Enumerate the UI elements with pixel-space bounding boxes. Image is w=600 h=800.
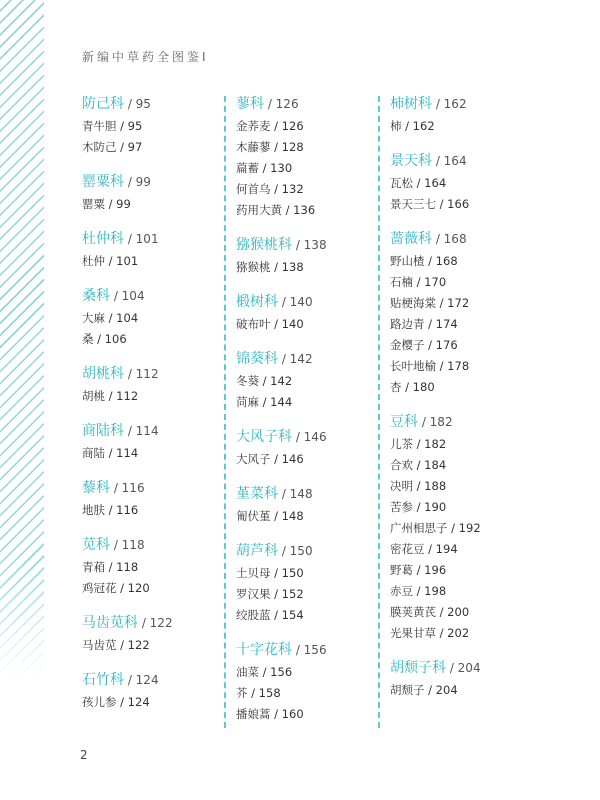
family-name: 胡桃科 bbox=[82, 366, 124, 382]
book-title-header: 新编中草药全图鉴Ⅰ bbox=[82, 50, 209, 64]
herb-entry[interactable]: 合欢 / 184 bbox=[390, 458, 447, 472]
family-group bbox=[82, 362, 222, 407]
herb-entry[interactable]: 赤豆 / 198 bbox=[390, 584, 447, 598]
family-group bbox=[82, 227, 222, 272]
family-heading[interactable] bbox=[236, 482, 376, 504]
family-name: 锦葵科 bbox=[236, 351, 278, 367]
family-page-ref: / 95 bbox=[124, 97, 151, 111]
family-page-ref: / 142 bbox=[278, 352, 313, 366]
herb-entry[interactable]: 野葛 / 196 bbox=[390, 563, 447, 577]
column-divider bbox=[224, 96, 226, 728]
herb-entry[interactable]: 木防己 / 97 bbox=[82, 140, 143, 154]
family-group bbox=[82, 668, 222, 713]
family-name: 商陆科 bbox=[82, 423, 124, 439]
family-page-ref: / 156 bbox=[292, 643, 327, 657]
family-page-ref: / 116 bbox=[110, 481, 145, 495]
family-name: 蔷薇科 bbox=[390, 231, 432, 247]
family-name: 蓼科 bbox=[236, 96, 264, 112]
herb-entry[interactable]: 密花豆 / 194 bbox=[390, 542, 458, 556]
family-heading[interactable] bbox=[236, 539, 376, 561]
herb-entry[interactable]: 柿 / 162 bbox=[390, 119, 435, 133]
family-heading[interactable] bbox=[390, 410, 530, 432]
family-group bbox=[82, 611, 222, 656]
family-heading[interactable] bbox=[82, 611, 222, 633]
family-page-ref: / 104 bbox=[110, 289, 145, 303]
family-name: 葫芦科 bbox=[236, 543, 278, 559]
herb-entry[interactable]: 野山楂 / 168 bbox=[390, 254, 458, 268]
family-name: 豆科 bbox=[390, 414, 418, 430]
herb-entry[interactable]: 贴梗海棠 / 172 bbox=[390, 296, 470, 310]
family-heading[interactable] bbox=[82, 476, 222, 498]
herb-entry[interactable]: 土贝母 / 150 bbox=[236, 566, 304, 580]
herb-entry[interactable]: 冬葵 / 142 bbox=[236, 374, 293, 388]
herb-entry[interactable]: 绞股蓝 / 154 bbox=[236, 608, 304, 622]
family-page-ref: / 118 bbox=[110, 538, 145, 552]
herb-entry[interactable]: 青葙 / 118 bbox=[82, 560, 139, 574]
herb-entry[interactable]: 孩儿参 / 124 bbox=[82, 695, 150, 709]
family-name: 景天科 bbox=[390, 153, 432, 169]
family-page-ref: / 99 bbox=[124, 175, 151, 189]
family-name: 十字花科 bbox=[236, 642, 292, 658]
family-name: 大风子科 bbox=[236, 429, 292, 445]
family-page-ref: / 114 bbox=[124, 424, 159, 438]
family-heading[interactable] bbox=[236, 425, 376, 447]
herb-entry[interactable]: 地肤 / 116 bbox=[82, 503, 139, 517]
herb-entry[interactable]: 青牛胆 / 95 bbox=[82, 119, 143, 133]
family-group bbox=[236, 638, 376, 725]
family-group bbox=[82, 284, 222, 350]
family-group bbox=[390, 92, 530, 137]
family-group bbox=[236, 539, 376, 626]
family-name: 柿树科 bbox=[390, 96, 432, 112]
family-heading[interactable] bbox=[236, 638, 376, 660]
herb-entry[interactable]: 杜仲 / 101 bbox=[82, 254, 139, 268]
herb-entry[interactable]: 大麻 / 104 bbox=[82, 311, 139, 325]
herb-entry[interactable]: 罂粟 / 99 bbox=[82, 197, 131, 211]
page-number: 2 bbox=[80, 748, 88, 762]
herb-entry[interactable]: 金荞麦 / 126 bbox=[236, 119, 304, 133]
family-group bbox=[236, 233, 376, 278]
herb-entry[interactable]: 萹蓄 / 130 bbox=[236, 161, 293, 175]
family-group bbox=[390, 656, 530, 701]
herb-entry[interactable]: 苦参 / 190 bbox=[390, 500, 447, 514]
herb-entry[interactable]: 儿茶 / 182 bbox=[390, 437, 447, 451]
family-heading[interactable] bbox=[236, 347, 376, 369]
herb-entry[interactable]: 杏 / 180 bbox=[390, 380, 435, 394]
family-name: 椴树科 bbox=[236, 294, 278, 310]
family-page-ref: / 112 bbox=[124, 367, 159, 381]
herb-entry[interactable]: 猕猴桃 / 138 bbox=[236, 260, 304, 274]
family-heading[interactable] bbox=[82, 227, 222, 249]
herb-entry[interactable]: 景天三七 / 166 bbox=[390, 197, 470, 211]
family-group bbox=[82, 476, 222, 521]
herb-entry[interactable]: 大风子 / 146 bbox=[236, 452, 304, 466]
herb-entry[interactable]: 路边青 / 174 bbox=[390, 317, 458, 331]
family-heading[interactable] bbox=[82, 92, 222, 114]
family-name: 防己科 bbox=[82, 96, 124, 112]
herb-entry[interactable]: 匍伏堇 / 148 bbox=[236, 509, 304, 523]
family-heading[interactable] bbox=[390, 149, 530, 171]
decorative-stripes bbox=[0, 0, 44, 680]
family-page-ref: / 162 bbox=[432, 97, 467, 111]
family-group bbox=[390, 227, 530, 398]
family-heading[interactable] bbox=[390, 92, 530, 114]
family-name: 藜科 bbox=[82, 480, 110, 496]
family-page-ref: / 182 bbox=[418, 415, 453, 429]
herb-entry[interactable]: 膜荚黄芪 / 200 bbox=[390, 605, 470, 619]
herb-entry[interactable]: 油菜 / 156 bbox=[236, 665, 293, 679]
family-group bbox=[82, 533, 222, 599]
herb-entry[interactable]: 胡颓子 / 204 bbox=[390, 683, 458, 697]
family-page-ref: / 138 bbox=[292, 238, 327, 252]
herb-entry[interactable]: 药用大黄 / 136 bbox=[236, 203, 316, 217]
family-heading[interactable] bbox=[236, 92, 376, 114]
index-column-1 bbox=[82, 92, 222, 725]
herb-entry[interactable]: 瓦松 / 164 bbox=[390, 176, 447, 190]
herb-entry[interactable]: 桑 / 106 bbox=[82, 332, 127, 346]
family-group bbox=[82, 419, 222, 464]
herb-entry[interactable]: 罗汉果 / 152 bbox=[236, 587, 304, 601]
family-name: 苋科 bbox=[82, 537, 110, 553]
herb-entry[interactable]: 长叶地榆 / 178 bbox=[390, 359, 470, 373]
family-heading[interactable] bbox=[390, 227, 530, 249]
family-page-ref: / 168 bbox=[432, 232, 467, 246]
herb-entry[interactable]: 播娘蒿 / 160 bbox=[236, 707, 304, 721]
family-name: 石竹科 bbox=[82, 672, 124, 688]
herb-entry[interactable]: 破布叶 / 140 bbox=[236, 317, 304, 331]
family-group bbox=[82, 92, 222, 158]
family-heading[interactable] bbox=[236, 290, 376, 312]
family-group bbox=[236, 92, 376, 221]
column-divider bbox=[378, 96, 380, 728]
herb-entry[interactable]: 商陆 / 114 bbox=[82, 446, 139, 460]
family-heading[interactable] bbox=[390, 656, 530, 678]
herb-entry[interactable]: 芥 / 158 bbox=[236, 686, 281, 700]
family-heading[interactable] bbox=[82, 533, 222, 555]
herb-entry[interactable]: 广州相思子 / 192 bbox=[390, 521, 481, 535]
herb-entry[interactable]: 木藤蓼 / 128 bbox=[236, 140, 304, 154]
family-name: 马齿苋科 bbox=[82, 615, 138, 631]
family-heading[interactable] bbox=[82, 284, 222, 306]
family-page-ref: / 164 bbox=[432, 154, 467, 168]
herb-entry[interactable]: 石楠 / 170 bbox=[390, 275, 447, 289]
herb-entry[interactable]: 胡桃 / 112 bbox=[82, 389, 139, 403]
family-page-ref: / 204 bbox=[446, 661, 481, 675]
herb-entry[interactable]: 何首乌 / 132 bbox=[236, 182, 304, 196]
index-column-2 bbox=[236, 92, 376, 737]
family-group bbox=[390, 149, 530, 215]
family-page-ref: / 140 bbox=[278, 295, 313, 309]
herb-entry[interactable]: 马齿苋 / 122 bbox=[82, 638, 150, 652]
family-group bbox=[82, 170, 222, 215]
family-heading[interactable] bbox=[82, 362, 222, 384]
family-name: 堇菜科 bbox=[236, 486, 278, 502]
family-page-ref: / 126 bbox=[264, 97, 299, 111]
family-group bbox=[390, 410, 530, 644]
family-heading[interactable] bbox=[236, 233, 376, 255]
index-column-3 bbox=[390, 92, 530, 713]
family-page-ref: / 122 bbox=[138, 616, 173, 630]
family-group bbox=[236, 482, 376, 527]
herb-entry[interactable]: 苘麻 / 144 bbox=[236, 395, 293, 409]
herb-entry[interactable]: 金樱子 / 176 bbox=[390, 338, 458, 352]
family-heading[interactable] bbox=[82, 419, 222, 441]
family-group bbox=[236, 347, 376, 413]
herb-entry[interactable]: 光果甘草 / 202 bbox=[390, 626, 470, 640]
herb-entry[interactable]: 决明 / 188 bbox=[390, 479, 447, 493]
family-heading[interactable] bbox=[82, 170, 222, 192]
family-heading[interactable] bbox=[82, 668, 222, 690]
family-page-ref: / 148 bbox=[278, 487, 313, 501]
family-group bbox=[236, 425, 376, 470]
family-name: 猕猴桃科 bbox=[236, 237, 292, 253]
family-page-ref: / 124 bbox=[124, 673, 159, 687]
family-name: 桑科 bbox=[82, 288, 110, 304]
family-group bbox=[236, 290, 376, 335]
herb-entry[interactable]: 鸡冠花 / 120 bbox=[82, 581, 150, 595]
family-name: 胡颓子科 bbox=[390, 660, 446, 676]
family-name: 罂粟科 bbox=[82, 174, 124, 190]
family-page-ref: / 150 bbox=[278, 544, 313, 558]
family-name: 杜仲科 bbox=[82, 231, 124, 247]
family-page-ref: / 101 bbox=[124, 232, 159, 246]
family-page-ref: / 146 bbox=[292, 430, 327, 444]
